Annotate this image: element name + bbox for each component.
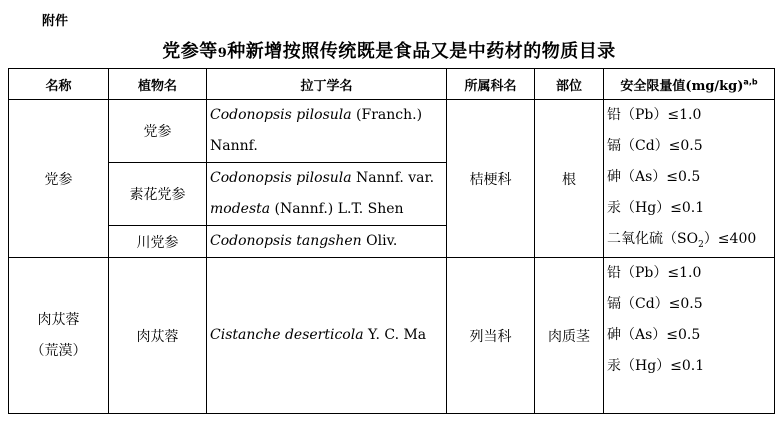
- cell-latin: Codonopsis pilosula (Franch.) Nannf.: [207, 100, 447, 163]
- cell-limits: [604, 100, 775, 258]
- cell-name: 肉苁蓉 （荒漠）: [9, 258, 109, 414]
- cell-part: 根: [535, 100, 604, 258]
- cell-plant: 川党参: [109, 226, 207, 258]
- cell-plant: 党参: [109, 100, 207, 163]
- limit-cd: 镉（Cd）≤0.5: [607, 138, 703, 154]
- cell-family: 列当科: [447, 258, 535, 414]
- header-latin-name: 拉丁学名: [207, 69, 447, 100]
- limit-cd: 镉（Cd）≤0.5: [607, 296, 703, 312]
- header-family: 所属科名: [447, 69, 535, 100]
- limit-pb: 铅（Pb）≤1.0: [607, 265, 702, 281]
- cell-plant: 素花党参: [109, 163, 207, 226]
- header-plant-name: 植物名: [109, 69, 207, 100]
- limit-hg: 汞（Hg）≤0.1: [607, 358, 705, 374]
- header-part: 部位: [535, 69, 604, 100]
- limit-hg: 汞（Hg）≤0.1: [607, 200, 705, 216]
- header-name: 名称: [9, 69, 109, 100]
- cell-family: 桔梗科: [447, 100, 535, 258]
- limit-as: 砷（As）≤0.5: [607, 169, 701, 185]
- header-safety-limit: 安全限量值$(mg/kg)^{a,b}$: [604, 69, 775, 100]
- limit-so2: 二氧化硫$(SO_2)\le 400$: [607, 231, 757, 250]
- table-header-row: [9, 69, 775, 100]
- substance-table: [8, 68, 775, 414]
- cell-limits: [604, 258, 775, 414]
- cell-name: 党参: [9, 100, 109, 258]
- limit-pb: 铅（Pb）≤1.0: [607, 107, 702, 123]
- table-row: [9, 100, 775, 163]
- cell-latin: Codonopsis tangshen Oliv.: [207, 226, 447, 258]
- cell-latin: Codonopsis pilosula Nannf. var. modesta (Nannf.) L.T. Shen: [207, 163, 447, 226]
- limit-as: 砷（As）≤0.5: [607, 327, 701, 343]
- cell-part: 肉质茎: [535, 258, 604, 414]
- attachment-label: 附件: [42, 14, 69, 29]
- table-row: [9, 258, 775, 414]
- cell-latin: Cistanche deserticola Y. C. Ma: [207, 258, 447, 414]
- document-title: 党参等9种新增按照传统既是食品又是中药材的物质目录: [162, 41, 616, 62]
- cell-plant: 肉苁蓉: [109, 258, 207, 414]
